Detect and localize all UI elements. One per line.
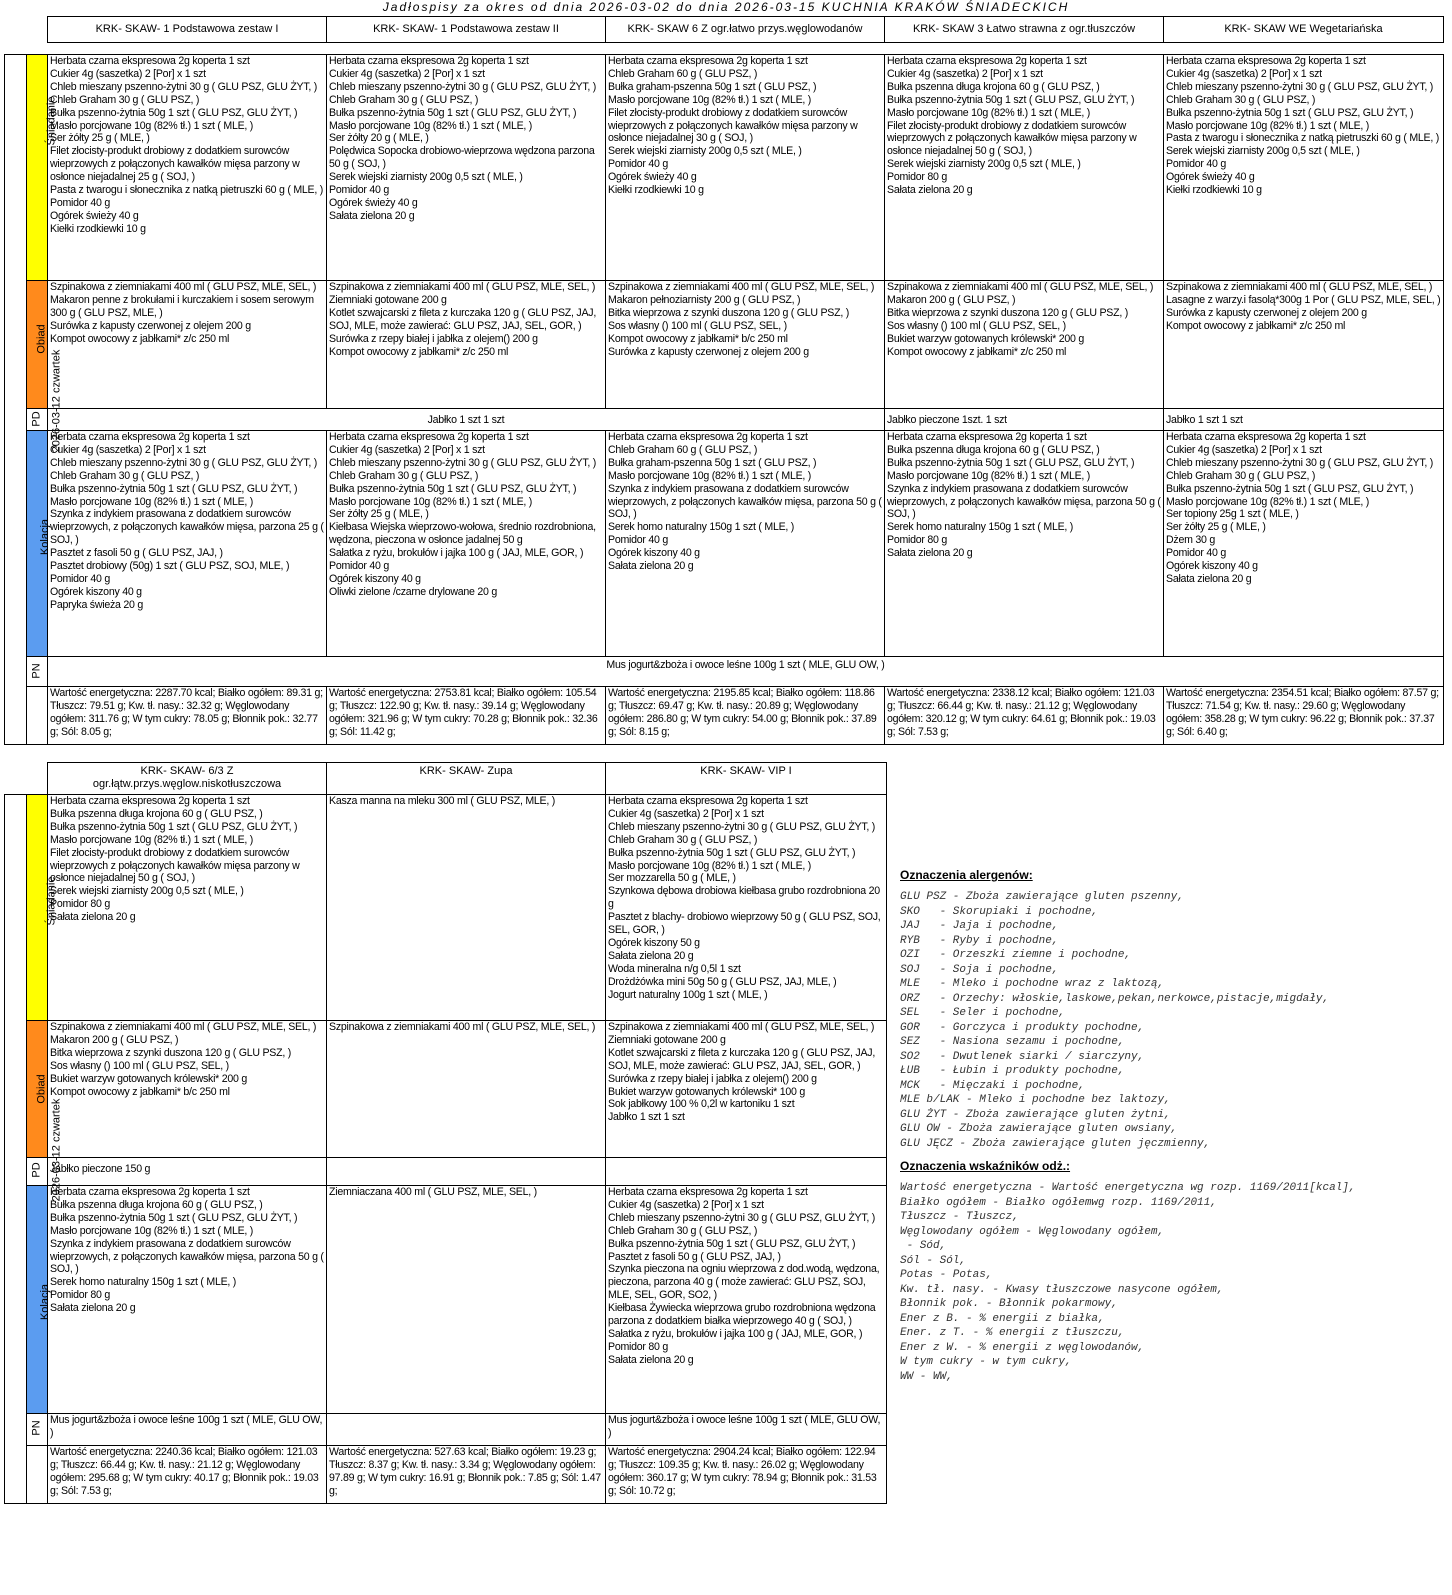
- summary-cell: [885, 687, 1164, 745]
- menu-text: Herbata czarna ekspresowa 2g koperta 1 szt Cukier 4g (saszetka) 2 [Por] x 1 szt Chleb mieszany pszenno-żytni 30 g ( GLU PSZ, GLU ŻYT, ) Chleb Graham 30 g ( GLU PSZ, ) Bułka pszenno-żytnia 50g 1 szt ( GLU PSZ, GLU ŻYT, ) Masło porcjowane 10g (82% tł.) 1 szt ( MLE, ) Pasta z twarogu i słonecznika z natką pietruszki 60 g ( MLE, ) Serek wiejski ziarnisty 200g 0,5 szt ( MLE, ) Pomidor 40 g Ogórek świeży 40 g Kiełki rzodkiewki 10 g: [1166, 55, 1440, 197]
- meal-label-cell: [27, 657, 48, 687]
- diet-header: KRK- SKAW- VIP I: [606, 763, 887, 795]
- menu-text: Jabłko pieczone 150 g: [50, 1163, 151, 1175]
- meal-label-cell: [27, 795, 58, 1021]
- menu-cell: [48, 55, 327, 281]
- menu-text: Herbata czarna ekspresowa 2g koperta 1 szt Chleb Graham 60 g ( GLU PSZ, ) Bułka graham-pszenna 50g 1 szt ( GLU PSZ, ) Masło porcjowane 10g (82% tł.) 1 szt ( MLE, ) Filet złocisty-produkt drobiowy z dodatkiem surowców wieprzowych z połączonych kawałków mięsa parzony w osłonce niejadalnej 30 g ( SOJ, ) Serek wiejski ziarnisty 200g 0,5 szt ( MLE, ) Pomidor 40 g Ogórek świeży 40 g Kiełki rzodkiewki 10 g: [608, 55, 858, 197]
- menu-cell: [606, 431, 885, 657]
- menu-text: Szpinakowa z ziemniakami 400 ml ( GLU PSZ, MLE, SEL, ) Lasagne z warzy.i fasolą*300g 1 Por ( GLU PSZ, MLE, SEL, ) Surówka z kapusty czerwonej z olejem 200 g Kompot owocowy z jabłkami* z/c 250 ml: [1166, 281, 1441, 332]
- meal-label: Śniadanie: [45, 876, 58, 926]
- menu-cell: [48, 1186, 327, 1414]
- row-summary: [5, 1446, 887, 1504]
- header-blank: [5, 17, 48, 43]
- menu-cell: [48, 1414, 327, 1446]
- menu-text: Herbata czarna ekspresowa 2g koperta 1 szt Bułka pszenna długa krojona 60 g ( GLU PSZ, ) Bułka pszenno-żytnia 50g 1 szt ( GLU PSZ, GLU ŻYT, ) Masło porcjowane 10g (82% tł.) 1 szt ( MLE, ) Szynka z indykiem prasowana z dodatkiem surowców wieprzowych, z połączonych kawałków mięsa, parzona 50 g ( SOJ, ) Serek homo naturalny 150g 1 szt ( MLE, ) Pomidor 80 g Sałata zielona 20 g: [887, 431, 1161, 560]
- menu-text: Herbata czarna ekspresowa 2g koperta 1 szt Cukier 4g (saszetka) 2 [Por] x 1 szt Chleb mieszany pszenno-żytni 30 g ( GLU PSZ, GLU ŻYT, ) Chleb Graham 30 g ( GLU PSZ, ) Bułka pszenno-żytnia 50g 1 szt ( GLU PSZ, GLU ŻYT, ) Pasztet z fasoli 50 g ( GLU PSZ, JAJ, ) Szynka pieczona na ogniu wieprzowa z dod.wodą, wędzona, pieczona, parzona 40 g ( może zawierać: GLU PSZ, SOJ, MLE, SEL, GOR, SO2, ) Kiełbasa Żywiecka wieprzowa grubo rozdrobniona wędzona parzona z dodatkiem białka wieprzowego 40 g ( SOJ, ) Sałatka z ryżu, brokułów i jajka 100 g ( JAJ, MLE, GOR, ) Pomidor 80 g Sałata zielona 20 g: [608, 1186, 880, 1366]
- meal-label: Obiad: [35, 324, 48, 354]
- menu-cell: [48, 1021, 327, 1158]
- diet-header: KRK- SKAW- 1 Podstawowa zestaw II: [327, 17, 606, 43]
- menu-text: Szpinakowa z ziemniakami 400 ml ( GLU PSZ, MLE, SEL, ): [329, 1021, 596, 1033]
- summary-cell: [48, 687, 327, 745]
- header-blank: [5, 763, 48, 795]
- summary-text: Wartość energetyczna: 2354.51 kcal; Białko ogółem: 87.57 g; Tłuszcz: 71.54 g; Kw. tł. nasy.: 29.60 g; Węglowodany ogółem: 358.28 g; W tym cukry: 96.22 g; Błonnik pok.: 37.37 g; Sól: 6.40 g;: [1166, 687, 1439, 738]
- diet-header: KRK- SKAW- Zupa: [327, 763, 606, 795]
- meal-label-cell-blank: [27, 687, 48, 745]
- menu-text: Szpinakowa z ziemniakami 400 ml ( GLU PSZ, MLE, SEL, ) Ziemniaki gotowane 200 g Kotlet szwajcarski z fileta z kurczaka 120 g ( GLU PSZ, JAJ, SOJ, MLE, może zawierać: GLU PSZ, JAJ, SEL, GOR, ) Surówka z rzepy białej i jabłka z olejem() 200 g Bukiet warzyw gotowanych królewski* 100 g Sok jabłkowy 100 % 0,2l w kartoniku 1 szt Jabłko 1 szt 1 szt: [608, 1021, 876, 1124]
- menu-text: Szpinakowa z ziemniakami 400 ml ( GLU PSZ, MLE, SEL, ) Makaron pełnoziarnisty 200 g ( GLU PSZ, ) Bitka wieprzowa z szynki duszona 120 g ( GLU PSZ, ) Sos własny () 100 ml ( GLU PSZ, SEL, ) Kompot owocowy z jabłkami* b/c 250 ml Surówka z kapusty czerwonej z olejem 200 g: [608, 281, 875, 358]
- menu-text: Herbata czarna ekspresowa 2g koperta 1 szt Cukier 4g (saszetka) 2 [Por] x 1 szt Chleb mieszany pszenno-żytni 30 g ( GLU PSZ, GLU ŻYT, ) Chleb Graham 30 g ( GLU PSZ, ) Bułka pszenno-żytnia 50g 1 szt ( GLU PSZ, GLU ŻYT, ) Masło porcjowane 10g (82% tł.) 1 szt ( MLE, ) Szynka z indykiem prasowana z dodatkiem surowców wieprzowych, z połączonych kawałków mięsa, parzona 25 g ( SOJ, ) Pasztet z fasoli 50 g ( GLU PSZ, JAJ, ) Pasztet drobiowy (50g) 1 szt ( GLU PSZ, SOJ, MLE, ) Pomidor 40 g Ogórek kiszony 40 g Papryka świeża 20 g: [50, 431, 324, 611]
- summary-text: Wartość energetyczna: 2240.36 kcal; Białko ogółem: 121.03 g; Tłuszcz: 66.44 g; Kw. tł. nasy.: 21.12 g; Węglowodany ogółem: 295.68 g; W tym cukry: 40.17 g; Błonnik pok.: 19.03 g; Sól: 7.53 g;: [50, 1446, 319, 1497]
- menu-text: Szpinakowa z ziemniakami 400 ml ( GLU PSZ, MLE, SEL, ) Makaron 200 g ( GLU PSZ, ) Bitka wieprzowa z szynki duszona 120 g ( GLU PSZ, ) Sos własny () 100 ml ( GLU PSZ, SEL, ) Bukiet warzyw gotowanych królewski* 200 g Kompot owocowy z jabłkami* z/c 250 ml: [887, 281, 1154, 358]
- menu-text: Kasza manna na mleku 300 ml ( GLU PSZ, MLE, ): [329, 795, 556, 807]
- menu-text: Szpinakowa z ziemniakami 400 ml ( GLU PSZ, MLE, SEL, ) Ziemniaki gotowane 200 g Kotlet szwajcarski z fileta z kurczaka 120 g ( GLU PSZ, JAJ, SOJ, MLE, może zawierać: GLU PSZ, JAJ, SEL, GOR, ) Surówka z rzepy białej i jabłka z olejem() 200 g Kompot owocowy z jabłkami* z/c 250 ml: [329, 281, 597, 358]
- row-pd: [5, 409, 1444, 431]
- menu-text: Jabłko 1 szt 1 szt: [1166, 414, 1243, 426]
- spacer: [5, 43, 1444, 55]
- summary-text: Wartość energetyczna: 2287.70 kcal; Białko ogółem: 89.31 g; Tłuszcz: 79.51 g; Kw. tł. nasy.: 32.32 g; Węglowodany ogółem: 311.76 g; W tym cukry: 78.05 g; Błonnik pok.: 32.77 g; Sól: 8.05 g;: [50, 687, 323, 738]
- day-label: 2026-03-12 czwartek: [50, 1098, 63, 1202]
- row-sniadanie: [5, 795, 887, 1021]
- menu-cell: [327, 1186, 606, 1414]
- menu-cell: [48, 409, 885, 431]
- menu-text: Herbata czarna ekspresowa 2g koperta 1 szt Cukier 4g (saszetka) 2 [Por] x 1 szt Chleb mieszany pszenno-żytni 30 g ( GLU PSZ, GLU ŻYT, ) Chleb Graham 30 g ( GLU PSZ, ) Bułka pszenno-żytnia 50g 1 szt ( GLU PSZ, GLU ŻYT, ) Masło porcjowane 10g (82% tł.) 1 szt ( MLE, ) Ser żółty 25 g ( MLE, ) Kiełbasa Wiejska wieprzowo-wołowa, średnio rozdrobniona, wędzona, pieczona w osłonce jadalnej 50 g Sałatka z ryżu, brokułów i jajka 100 g ( JAJ, MLE, GOR, ) Pomidor 40 g Ogórek kiszony 40 g Oliwki zielone /czarne drylowane 20 g: [329, 431, 597, 598]
- row-kolacja: [5, 431, 1444, 657]
- legend: [900, 868, 1440, 1392]
- menu-cell: [1164, 431, 1444, 657]
- meal-label-cell: [27, 1186, 52, 1414]
- menu-cell: [327, 281, 606, 409]
- menu-cell: [885, 281, 1164, 409]
- menu-cell: [48, 657, 1444, 687]
- menu-text: Herbata czarna ekspresowa 2g koperta 1 szt Cukier 4g (saszetka) 2 [Por] x 1 szt Bułka pszenna długa krojona 60 g ( GLU PSZ, ) Bułka pszenno-żytnia 50g 1 szt ( GLU PSZ, GLU ŻYT, ) Masło porcjowane 10g (82% tł.) 1 szt ( MLE, ) Filet złocisty-produkt drobiowy z dodatkiem surowców wieprzowych z połączonych kawałków mięsa parzony w osłonce niejadalnej 50 g ( SOJ, ) Serek wiejski ziarnisty 200g 0,5 szt ( MLE, ) Pomidor 80 g Sałata zielona 20 g: [887, 55, 1137, 197]
- menu-cell: [606, 795, 887, 1021]
- meal-label: PN: [31, 1420, 43, 1436]
- spacer-row: [5, 43, 1444, 55]
- summary-cell: [48, 1446, 327, 1504]
- menu-cell: [606, 281, 885, 409]
- menu-text: Herbata czarna ekspresowa 2g koperta 1 szt Cukier 4g (saszetka) 2 [Por] x 1 szt Chleb mieszany pszenno-żytni 30 g ( GLU PSZ, GLU ŻYT, ) Chleb Graham 30 g ( GLU PSZ, ) Bułka pszenno-żytnia 50g 1 szt ( GLU PSZ, GLU ŻYT, ) Masło porcjowane 10g (82% tł.) 1 szt ( MLE, ) Ser żółty 20 g ( MLE, ) Polędwica Sopocka drobiowo-wieprzowa wędzona parzona 50 g ( SOJ, ) Serek wiejski ziarnisty 200g 0,5 szt ( MLE, ) Pomidor 40 g Ogórek świeży 40 g Sałata zielona 20 g: [329, 55, 597, 222]
- summary-text: Wartość energetyczna: 527.63 kcal; Białko ogółem: 19.23 g; Tłuszcz: 8.37 g; Kw. tł. nasy.: 3.34 g; Węglowodany ogółem: 97.89 g; W tym cukry: 16.91 g; Błonnik pok.: 7.85 g; Sól: 1.47 g;: [329, 1446, 601, 1497]
- menu-cell: [606, 1158, 887, 1186]
- menu-cell: [1164, 409, 1444, 431]
- summary-cell: [327, 1446, 606, 1504]
- menu-text: Herbata czarna ekspresowa 2g koperta 1 szt Cukier 4g (saszetka) 2 [Por] x 1 szt Chleb mieszany pszenno-żytni 30 g ( GLU PSZ, GLU ŻYT, ) Chleb Graham 30 g ( GLU PSZ, ) Bułka pszenno-żytnia 50g 1 szt ( GLU PSZ, GLU ŻYT, ) Masło porcjowane 10g (82% tł.) 1 szt ( MLE, ) Ser mozzarella 50 g ( MLE, ) Szynkowa dębowa drobiowa kiełbasa grubo rozdrobniona 20 g Pasztet z blachy- drobiowo wieprzowy 50 g ( GLU PSZ, SOJ, SEL, GOR, ) Ogórek kiszony 50 g Sałata zielona 20 g Woda mineralna n/g 0,5l 1 szt Drożdżówka mini 50g 50 g ( GLU PSZ, JAJ, MLE, ) Jogurt naturalny 100g 1 szt ( MLE, ): [608, 795, 881, 1001]
- menu-cell: [885, 431, 1164, 657]
- day-label: 2026-03-12 czwartek: [50, 349, 63, 452]
- menu-cell: [885, 409, 1164, 431]
- menu-cell: [48, 1158, 327, 1186]
- summary-text: Wartość energetyczna: 2195.85 kcal; Białko ogółem: 118.86 g; Tłuszcz: 69.47 g; Kw. tł. nasy.: 20.89 g; Węglowodany ogółem: 286.80 g; W tym cukry: 54.00 g; Błonnik pok.: 37.89 g; Sól: 8.15 g;: [608, 687, 877, 738]
- menu-text: Jabłko pieczone 1szt. 1 szt: [887, 414, 1007, 426]
- meal-label-cell: [27, 1021, 48, 1158]
- diet-header: KRK- SKAW WE Wegetariańska: [1164, 17, 1444, 43]
- meal-label-cell: [27, 1414, 48, 1446]
- row-pd: [5, 1158, 887, 1186]
- summary-cell: [606, 687, 885, 745]
- menu-cell: [885, 55, 1164, 281]
- diet-header: KRK- SKAW- 1 Podstawowa zestaw I: [48, 17, 327, 43]
- menu-cell: [327, 1158, 606, 1186]
- menu-cell: [327, 55, 606, 281]
- allergens-list: GLU PSZ - Zboża zawierające gluten pszenny, SKO - Skorupiaki i pochodne, JAJ - Jaja i pochodne, RYB - Ryby i pochodne, OZI - Orzeszki ziemne i pochodne, SOJ - Soja i pochodne, MLE - Mleko i pochodne wraz z laktozą, ORZ - Orzechy: włoskie,laskowe,pekan,nerkowce,pistacje,migdały, SEL - Seler i pochodne, GOR - Gorczyca i produkty pochodne, SEZ - Nasiona sezamu i pochodne, SO2 - Dwutlenek siarki / siarczyny, ŁUB - Łubin i produkty pochodne, MCK - Mięczaki i pochodne, MLE b/LAK - Mleko i pochodne bez laktozy, GLU ŻYT - Zboża zawierające gluten żytni, GLU OW - Zboża zawierające gluten owsiany, GLU JĘCZ - Zboża zawierające gluten jęczmienny,: [900, 891, 1330, 1150]
- menu-text: Mus jogurt&zboża i owoce leśne 100g 1 szt ( MLE, GLU OW, ): [606, 659, 885, 671]
- menu-text: Herbata czarna ekspresowa 2g koperta 1 szt Bułka pszenna długa krojona 60 g ( GLU PSZ, ) Bułka pszenno-żytnia 50g 1 szt ( GLU PSZ, GLU ŻYT, ) Masło porcjowane 10g (82% tł.) 1 szt ( MLE, ) Szynka z indykiem prasowana z dodatkiem surowców wieprzowych, z połączonych kawałków mięsa, parzona 50 g ( SOJ, ) Serek homo naturalny 150g 1 szt ( MLE, ) Pomidor 80 g Sałata zielona 20 g: [50, 1186, 324, 1315]
- menu-cell: [48, 281, 327, 409]
- meal-label-cell: [27, 409, 48, 431]
- menu-text: Ziemniaczana 400 ml ( GLU PSZ, MLE, SEL, ): [329, 1186, 537, 1198]
- summary-text: Wartość energetyczna: 2338.12 kcal; Białko ogółem: 121.03 g; Tłuszcz: 66.44 g; Kw. tł. nasy.: 21.12 g; Węglowodany ogółem: 320.12 g; W tym cukry: 64.61 g; Błonnik pok.: 19.03 g; Sól: 7.53 g;: [887, 687, 1156, 738]
- menu-cell: [48, 431, 327, 657]
- menu-table-1: [4, 16, 1444, 745]
- menu-cell: [327, 431, 606, 657]
- menu-text: Jabłko 1 szt 1 szt: [427, 414, 505, 426]
- meal-label-cell: [27, 281, 48, 409]
- meal-label-cell: [27, 1158, 48, 1186]
- header-row: [5, 17, 1444, 43]
- meal-label: Śniadanie: [45, 96, 58, 146]
- diet-header: KRK- SKAW 3 Łatwo strawna z ogr.tłuszczów: [885, 17, 1164, 43]
- menu-text: Herbata czarna ekspresowa 2g koperta 1 szt Cukier 4g (saszetka) 2 [Por] x 1 szt Chleb mieszany pszenno-żytni 30 g ( GLU PSZ, GLU ŻYT, ) Chleb Graham 30 g ( GLU PSZ, ) Bułka pszenno-żytnia 50g 1 szt ( GLU PSZ, GLU ŻYT, ) Masło porcjowane 10g (82% tł.) 1 szt ( MLE, ) Ser żółty 25 g ( MLE, ) Filet złocisty-produkt drobiowy z dodatkiem surowców wieprzowych z połączonych kawałków mięsa parzony w osłonce niejadalnej 25 g ( SOJ, ) Pasta z twarogu i słonecznika z natką pietruszki 60 g ( MLE, ) Pomidor 40 g Ogórek świeży 40 g Kiełki rzodkiewki 10 g: [50, 55, 324, 235]
- menu-text: Herbata czarna ekspresowa 2g koperta 1 szt Chleb Graham 60 g ( GLU PSZ, ) Bułka graham-pszenna 50g 1 szt ( GLU PSZ, ) Masło porcjowane 10g (82% tł.) 1 szt ( MLE, ) Szynka z indykiem prasowana z dodatkiem surowców wieprzowych, z połączonych kawałków mięsa, parzona 50 g ( SOJ, ) Serek homo naturalny 150g 1 szt ( MLE, ) Pomidor 40 g Ogórek kiszony 40 g Sałata zielona 20 g: [608, 431, 882, 573]
- menu-cell: [606, 1414, 887, 1446]
- meal-label-cell-blank: [27, 1446, 48, 1504]
- meal-label-cell: [27, 55, 58, 281]
- meal-label-cell: [27, 431, 52, 657]
- meal-label: PN: [31, 663, 43, 679]
- menu-cell: [327, 795, 606, 1021]
- meal-label: Obiad: [35, 1074, 48, 1104]
- row-obiad: [5, 1021, 887, 1158]
- summary-text: Wartość energetyczna: 2904.24 kcal; Białko ogółem: 122.94 g; Tłuszcz: 109.35 g; Kw. tł. nasy.: 26.02 g; Węglowodany ogółem: 360.17 g; W tym cukry: 78.94 g; Błonnik pok.: 31.53 g; Sól: 10.72 g;: [608, 1446, 877, 1497]
- indicators-list: Wartość energetyczna - Wartość energetyczna wg rozp. 1169/2011[kcal], Białko ogółem - Białko ogółemwg rozp. 1169/2011, Tłuszcz - Tłuszcz, Węglowodany ogółem - Węglowodany ogółem, - Sód, Sól - Sól, Potas - Potas, Kw. tł. nasy. - Kwasy tłuszczowe nasycone ogółem, Błonnik pok. - Błonnik pokarmowy, Ener z B. - % energii z białka, Ener. z T. - % energii z tłuszczu, Ener z W. - % energii z węglowodanów, W tym cukry - w tym cukry, WW - WW,: [900, 1182, 1356, 1383]
- menu-text: Herbata czarna ekspresowa 2g koperta 1 szt Bułka pszenna długa krojona 60 g ( GLU PSZ, ) Bułka pszenno-żytnia 50g 1 szt ( GLU PSZ, GLU ŻYT, ) Masło porcjowane 10g (82% tł.) 1 szt ( MLE, ) Filet złocisty-produkt drobiowy z dodatkiem surowców wieprzowych z połączonych kawałków mięsa parzony w osłonce niejadalnej 50 g ( SOJ, ) Serek wiejski ziarnisty 200g 0,5 szt ( MLE, ) Pomidor 80 g Sałata zielona 20 g: [50, 795, 300, 924]
- summary-cell: [327, 687, 606, 745]
- menu-text: Mus jogurt&zboża i owoce leśne 100g 1 szt ( MLE, GLU OW, ): [50, 1414, 323, 1439]
- menu-cell: [606, 1186, 887, 1414]
- row-kolacja: [5, 1186, 887, 1414]
- menu-cell: [327, 1021, 606, 1158]
- diet-header: KRK- SKAW- 6/3 Z ogr.łątw.przys.węglow.niskotłuszczowa: [48, 763, 327, 795]
- menu-cell: [1164, 281, 1444, 409]
- menu-text: Szpinakowa z ziemniakami 400 ml ( GLU PSZ, MLE, SEL, ) Makaron 200 g ( GLU PSZ, ) Bitka wieprzowa z szynki duszona 120 g ( GLU PSZ, ) Sos własny () 100 ml ( GLU PSZ, SEL, ) Bukiet warzyw gotowanych królewski* 200 g Kompot owocowy z jabłkami* b/c 250 ml: [50, 1021, 317, 1098]
- indicators-title: Oznaczenia wskaźników odż.:: [900, 1159, 1071, 1173]
- meal-label: PD: [31, 411, 43, 427]
- page-title: Jadłospisy za okres od dnia 2026-03-02 do dnia 2026-03-15 KUCHNIA KRAKÓW ŚNIADECKICH: [382, 0, 1070, 14]
- allergens-title: Oznaczenia alergenów:: [900, 868, 1033, 882]
- menu-text: Szpinakowa z ziemniakami 400 ml ( GLU PSZ, MLE, SEL, ) Makaron penne z brokułami i kurczakiem i sosem serowym 300 g ( GLU PSZ, MLE, ) Surówka z kapusty czerwonej z olejem 200 g Kompot owocowy z jabłkami* z/c 250 ml: [50, 281, 317, 345]
- row-obiad: [5, 281, 1444, 409]
- meal-label: Kolacja: [39, 518, 52, 556]
- row-sniadanie: [5, 55, 1444, 281]
- menu-cell: [1164, 55, 1444, 281]
- meal-label: Kolacja: [39, 1283, 52, 1321]
- diet-header: KRK- SKAW 6 Z ogr.łatwo przys.węglowodanów: [606, 17, 885, 43]
- summary-cell: [1164, 687, 1444, 745]
- summary-text: Wartość energetyczna: 2753.81 kcal; Białko ogółem: 105.54 g; Tłuszcz: 122.90 g; Kw. tł. nasy.: 39.14 g; Węglowodany ogółem: 321.96 g; W tym cukry: 70.28 g; Błonnik pok.: 32.36 g; Sól: 11.42 g;: [329, 687, 598, 738]
- menu-cell: [327, 1414, 606, 1446]
- menu-cell: [606, 1021, 887, 1158]
- row-pn: [5, 657, 1444, 687]
- meal-label: PD: [31, 1162, 43, 1178]
- row-pn: [5, 1414, 887, 1446]
- menu-text: Mus jogurt&zboża i owoce leśne 100g 1 szt ( MLE, GLU OW, ): [608, 1414, 881, 1439]
- summary-cell: [606, 1446, 887, 1504]
- menu-text: Herbata czarna ekspresowa 2g koperta 1 szt Cukier 4g (saszetka) 2 [Por] x 1 szt Chleb mieszany pszenno-żytni 30 g ( GLU PSZ, GLU ŻYT, ) Chleb Graham 30 g ( GLU PSZ, ) Bułka pszenno-żytnia 50g 1 szt ( GLU PSZ, GLU ŻYT, ) Masło porcjowane 10g (82% tł.) 1 szt ( MLE, ) Ser topiony 25g 1 szt ( MLE, ) Ser żółty 25 g ( MLE, ) Dżem 30 g Pomidor 40 g Ogórek kiszony 40 g Sałata zielona 20 g: [1166, 431, 1434, 585]
- header-row: [5, 763, 887, 795]
- menu-table-2: [4, 762, 887, 1504]
- menu-cell: [48, 795, 327, 1021]
- row-summary: [5, 687, 1444, 745]
- menu-cell: [606, 55, 885, 281]
